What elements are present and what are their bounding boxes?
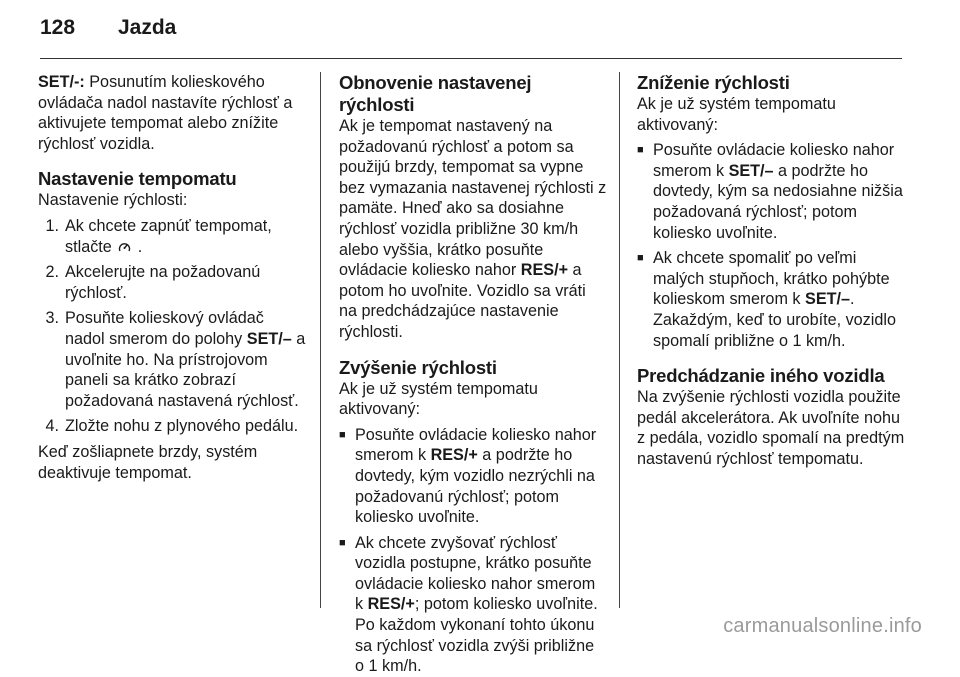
speed-setting-label: Nastavenie rýchlosti: [38,191,188,210]
step-text: Ak chcete zapnúť tempomat, stlačte [65,216,272,256]
list-item [637,140,909,243]
paragraph-text: Ak je tempomat nastavený na požadovanú rýchlosť a potom sa použijú brzdy, tempomat sa vypne bez vymazania nastavenej rýchlosti z pamäte. Hneď ako sa dosiahne rýchlosť vozidla približne 30 km/h alebo vyššia, krátko posuňte ovládacie koliesko nahor [339,117,607,280]
step-text-end: a uvoľnite ho. Na prístrojovom paneli sa krátko zobrazí požadovaná nastavená rýchlosť. [65,329,306,410]
set-minus-key: SET/– [728,161,774,180]
step-number: 1. [45,216,59,235]
list-item-text: Ak chcete zvyšovať rýchlosť vozidla postupne, krátko posuňte ovládacie koliesko nahor smerom k [355,533,596,614]
bullet-icon: ■ [637,144,644,157]
list-item-text-end: a podržte ho dovtedy, kým vozidlo nezrýchli na požadovanú rýchlosť; potom koliesko uvoľnite. [355,446,595,527]
step-number: 2. [45,263,59,282]
header-divider [40,58,902,59]
bullet-icon: ■ [339,428,346,441]
list-item [637,248,909,351]
column-divider-2 [619,72,620,608]
set-minus-description [38,72,306,154]
res-plus-key: RES/+ [520,261,569,280]
section-title-increase-speed: Zvýšenie rýchlosti [339,356,497,378]
bullet-icon: ■ [339,536,346,549]
column-2 [339,72,607,677]
paragraph-text-end: a potom ho uvoľnite. Vozidlo sa vráti na predchádzajúce nastavenie rýchlosti. [339,261,586,341]
decrease-speed-intro: Ak je už systém tempomatu aktivovaný: [637,95,836,134]
decrease-speed-list [637,140,909,351]
list-item [339,425,607,528]
list-item-text-end: ; potom koliesko uvoľnite. Po každom vykonaní tohto úkonu sa rýchlosť vozidla zvýši približne o 1 km/h. [355,595,598,676]
section-title-cruise-setup: Nastavenie tempomatu [38,168,237,190]
column-3 [637,72,909,470]
section-title-decrease-speed: Zníženie rýchlosti [637,72,790,93]
cruise-control-icon [118,241,131,253]
list-item-text: Posuňte ovládacie koliesko nahor smerom k [355,425,597,465]
column-1 [38,72,306,483]
step-text: Posuňte kolieskový ovládač nadol smerom do polohy [65,309,264,348]
resume-speed-paragraph [339,116,607,343]
setup-steps-list [38,216,306,437]
set-minus-key: SET/– [805,290,850,309]
page-number: 128 [40,16,76,39]
list-item-text-end: a podržte ho dovtedy, kým sa nedosiahne nižšia požadovaná rýchlosť; potom koliesko uvoľnite. [653,161,903,242]
watermark: carmanualsonline.info [723,615,922,637]
page-header [40,16,176,46]
step-item [38,262,306,303]
step-number: 4. [45,417,59,436]
list-item-text: Posuňte ovládacie koliesko nahor smerom k [653,141,895,180]
section-title-overtaking: Predchádzanie iného vozidla [637,365,885,387]
set-minus-key: SET/-: [38,73,85,91]
column-divider-1 [320,72,321,608]
set-minus-key: SET/– [246,329,292,348]
res-plus-key: RES/+ [430,446,478,465]
step-item [38,416,306,437]
step-text: Akcelerujte na požadovanú rýchlosť. [65,263,261,302]
section-title-resume-speed: Obnovenie nastavenej rýchlosti [339,72,532,115]
set-minus-text: Posunutím kolieskového ovládača nadol nastavíte rýchlosť a aktivujete tempomat alebo znížite rýchlosť vozidla. [38,73,293,153]
step-item [38,308,306,411]
res-plus-key: RES/+ [367,595,415,614]
overtaking-paragraph: Na zvýšenie rýchlosti vozidla použite pedál akcelerátora. Ak uvoľníte nohu z pedála, vozidlo spomalí na predtým nastavenú rýchlosť tempomatu. [637,388,905,468]
increase-speed-intro: Ak je už systém tempomatu aktivovaný: [339,379,538,419]
chapter-title: Jazda [118,16,177,39]
step-text: Zložte nohu z plynového pedálu. [65,417,299,436]
list-item-text-end: . Zakaždým, keď to urobíte, vozidlo spomalí približne o 1 km/h. [653,290,896,350]
step-text-end: . [133,237,143,256]
step-item [38,216,306,257]
increase-speed-list [339,425,607,677]
brake-note: Keď zošliapnete brzdy, systém deaktivuje tempomat. [38,442,258,482]
bullet-icon: ■ [637,252,644,265]
list-item [339,533,607,677]
step-number: 3. [45,309,59,328]
list-item-text: Ak chcete spomaliť po veľmi malých stupňoch, krátko pohýbte kolieskom smerom k [653,249,890,309]
